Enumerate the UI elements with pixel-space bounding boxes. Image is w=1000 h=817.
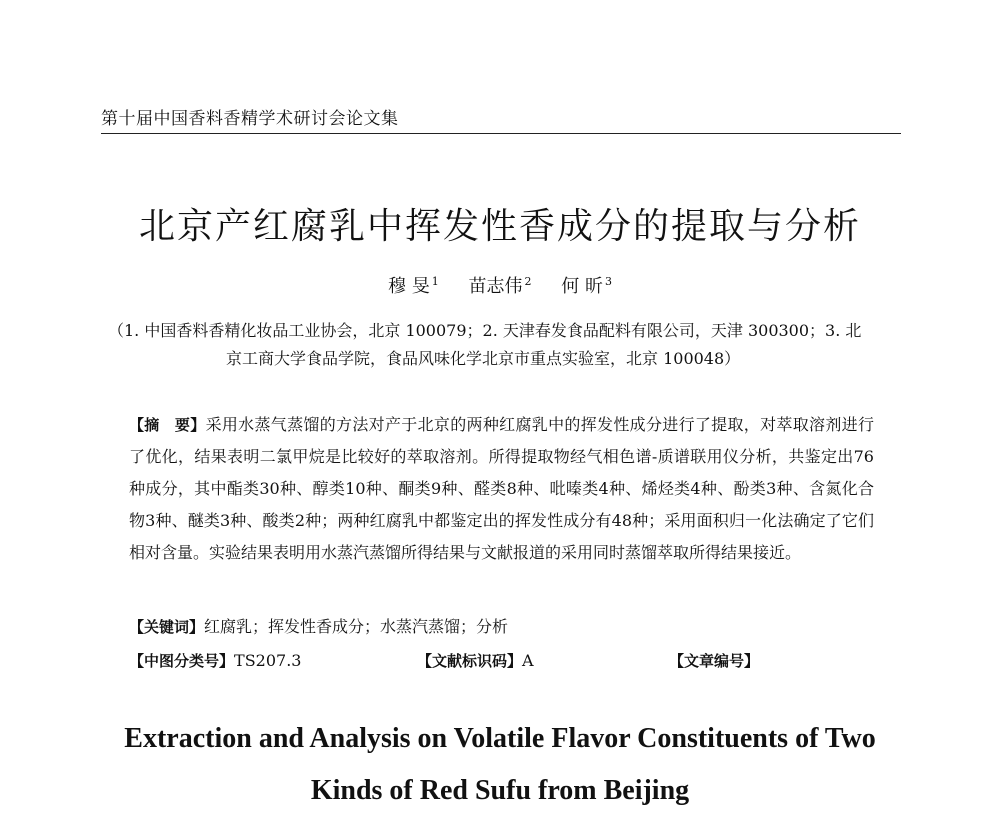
document-code-value: A bbox=[522, 651, 534, 670]
clc-label: 【中图分类号】 bbox=[129, 652, 235, 670]
abstract-label: 【摘 要】 bbox=[129, 416, 206, 434]
author-name: 何 昕 bbox=[561, 276, 603, 297]
english-title-line-1: Extraction and Analysis on Volatile Flavor Constituents of Two bbox=[124, 723, 876, 754]
author-3 bbox=[561, 276, 612, 297]
affiliation-block bbox=[108, 317, 904, 373]
author-1 bbox=[388, 276, 439, 297]
affiliation-line-2: 京工商大学食品学院，食品风味化学北京市重点实验室，北京 100048） bbox=[226, 349, 741, 368]
article-number bbox=[669, 647, 759, 675]
affiliation-line-1: （1. 中国香料香精化妆品工业协会，北京 100079；2. 天津春发食品配料有限公司，天津 300300；3. 北 bbox=[108, 321, 862, 340]
running-header-title: 第十届中国香料香精学术研讨会论文集 bbox=[101, 109, 405, 129]
keywords-text: 红腐乳；挥发性香成分；水蒸汽蒸馏；分析 bbox=[204, 617, 509, 636]
article-number-label: 【文章编号】 bbox=[669, 652, 760, 670]
author-name: 苗志伟 bbox=[468, 276, 523, 297]
author-affiliation-mark: 3 bbox=[604, 275, 612, 288]
author-name: 穆 旻 bbox=[388, 276, 430, 297]
keywords-label: 【关键词】 bbox=[129, 618, 205, 636]
chinese-title: 北京产红腐乳中挥发性香成分的提取与分析 bbox=[138, 206, 861, 247]
english-title-line-2: Kinds of Red Sufu from Beijing bbox=[310, 775, 690, 806]
abstract-text: 采用水蒸气蒸馏的方法对产于北京的两种红腐乳中的挥发性成分进行了提取，对萃取溶剂进行了优化，结果表明二氯甲烷是比较好的萃取溶剂。所得提取物经气相色谱-质谱联用仪分析，共鉴定出76种成分，其中酯类30种、醇类10种、酮类9种、醛类8种、吡嗪类4种、烯烃类4种、酚类3种、含氮化合物3种、醚类3种、酸类2种；两种红腐乳中都鉴定出的挥发性成分有48种；采用面积归一化法确定了它们相对含量。实验结果表明用水蒸汽蒸馏所得结果与文献报道的采用同时蒸馏萃取所得结果接近。 bbox=[129, 415, 874, 562]
running-header bbox=[101, 104, 901, 134]
clc-value: TS207.3 bbox=[234, 651, 302, 670]
author-list bbox=[0, 270, 1000, 299]
english-title bbox=[0, 713, 1000, 817]
author-affiliation-mark: 1 bbox=[431, 275, 439, 288]
document-code-label: 【文献标识码】 bbox=[417, 652, 523, 670]
document-code bbox=[417, 647, 534, 675]
author-2 bbox=[469, 276, 532, 297]
clc-number bbox=[129, 647, 301, 675]
author-affiliation-mark: 2 bbox=[524, 275, 532, 288]
abstract bbox=[129, 409, 874, 569]
keywords bbox=[129, 613, 508, 641]
